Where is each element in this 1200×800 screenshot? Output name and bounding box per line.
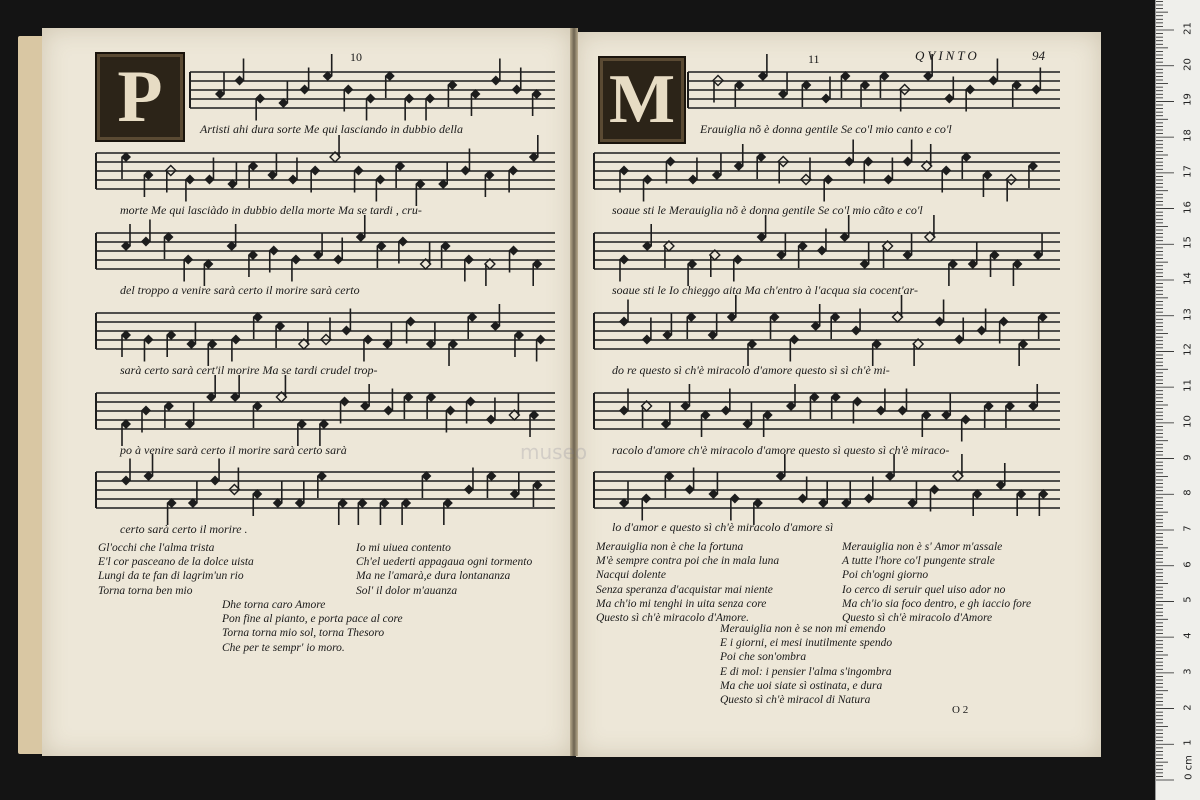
- music-staff: [594, 454, 1060, 525]
- ruler-number: 5: [1182, 596, 1194, 604]
- ruler-number: 2: [1182, 703, 1194, 711]
- ruler-number: 18: [1182, 129, 1194, 143]
- verse-line: Questo sì ch'è miracol di Natura: [720, 694, 871, 707]
- right-lyric-line: Erauiglia nõ è donna gentile Se co'l mio canto e co'l: [700, 122, 952, 136]
- left-lyric-line: morte Me qui lasciàdo in dubbio della morte Ma se tardi , cru-: [120, 203, 422, 217]
- right-verse-col1: [596, 540, 779, 625]
- verse-line: Questo sì ch'è miracolo d'Amore.: [596, 612, 750, 625]
- left-lyric-line: Artisti ahi dura sorte Me qui lasciando in dubbio della: [200, 122, 463, 136]
- verse-line: M'è sempre contra poi che in mala luna: [596, 555, 780, 568]
- ruler-number: 16: [1182, 200, 1194, 214]
- verse-line: Pon fine al pianto, e porta pace al core: [222, 613, 403, 626]
- right-lyric-line: lo d'amor e questo sì ch'è miracolo d'amore sì: [612, 520, 834, 534]
- ruler-number: 7: [1182, 525, 1194, 532]
- left-lyric-line: po à venire sarà certo il morire sarà certo sarà: [120, 443, 347, 457]
- verse-line: Questo sì ch'è miracolo d'Amore: [842, 612, 993, 625]
- verse-line: E di mol: i pensier l'alma s'ingombra: [720, 665, 892, 678]
- verse-line: E'l cor pasceano de la dolce uista: [98, 556, 254, 569]
- left-lyric-line: certo sarà certo il morire .: [120, 522, 248, 536]
- verse-line: Ma ch'io sia foco dentro, e gh iaccio fore: [842, 597, 1032, 610]
- verse-line: Torna torna mio sol, torna Thesoro: [222, 627, 385, 640]
- verse-line: Merauiglia non è se non mi emendo: [720, 623, 886, 635]
- verse-line: E i giorni, ei mesi inutilmente spendo: [720, 637, 893, 650]
- ruler-number: 3: [1182, 668, 1194, 675]
- ruler-number: 1: [1182, 739, 1194, 746]
- decorated-initial-p: P: [95, 52, 185, 142]
- verse-line: Merauiglia non è che la fortuna: [596, 541, 744, 553]
- verse-line: A tutte l'hore co'l pungente strale: [842, 555, 995, 568]
- ruler-number: 14: [1182, 272, 1194, 285]
- verse-line: Poi ch'ogni giorno: [842, 569, 929, 582]
- verse-line: Poi che son'ombra: [720, 651, 807, 664]
- verse-line: Ma che uoi siate sì ostinata, e dura: [720, 679, 883, 692]
- right-lyric-line: racolo d'amore ch'è miracolo d'amore questo sì questo sì ch'è miraco-: [612, 443, 950, 457]
- watermark: museo: [520, 440, 588, 464]
- verse-line: Che per te sempr' io moro.: [222, 641, 345, 654]
- ruler-number: 10: [1182, 414, 1194, 428]
- ruler-number: 6: [1182, 561, 1194, 568]
- music-staff: [594, 384, 1060, 442]
- ruler-number: 20: [1182, 57, 1194, 71]
- running-head: QVINTO: [915, 48, 980, 63]
- measurement-ruler: [1155, 0, 1200, 800]
- verse-line: Dhe torna caro Amore: [222, 599, 326, 611]
- verse-line: Merauiglia non è s' Amor m'assale: [842, 541, 1003, 553]
- ruler-number: 9: [1182, 453, 1194, 461]
- verse-line: Torna torna ben mio: [98, 584, 193, 597]
- verse-line: Nacqui dolente: [596, 569, 666, 582]
- right-verse-col3: [720, 622, 892, 707]
- decorated-initial-m: M: [598, 56, 686, 144]
- ruler-number: 8: [1182, 489, 1194, 496]
- verse-line: Ma ch'io mi tenghi in uita senza core: [596, 597, 767, 610]
- ruler-number: 11: [1182, 379, 1194, 393]
- right-verse-col2: [842, 540, 1031, 625]
- ruler-number: 15: [1182, 236, 1194, 250]
- right-lyric-line: soaue sti le Io chieggo aita Ma ch'entro à l'acqua sia cocent'ar-: [612, 283, 918, 297]
- verse-line: Ch'el uederti appagaua ogni tormento: [356, 556, 533, 569]
- ruler-number: 13: [1182, 307, 1194, 321]
- music-staff: [594, 140, 1060, 202]
- music-staff: [594, 215, 1060, 286]
- signature-mark: O 2: [952, 704, 969, 716]
- verse-line: Ma ne l'amarà,e dura lontananza: [356, 570, 511, 583]
- verse-line: Sol' il dolor m'auanza: [356, 584, 458, 597]
- ruler-number: 12: [1182, 343, 1194, 357]
- verse-line: Lungi da te fan di lagrim'un rio: [98, 570, 244, 583]
- folio-number: 94: [1032, 48, 1045, 63]
- verse-line: Io mi uiuea contento: [356, 542, 451, 554]
- verse-line: Senza speranza d'acquistar mai niente: [596, 583, 773, 596]
- music-staff: [688, 54, 1060, 112]
- right-lyric-line: do re questo sì ch'è miracolo d'amore questo sì sì ch'è mi-: [612, 363, 890, 377]
- right-page-number: 11: [808, 52, 820, 66]
- left-page-number: 10: [350, 50, 362, 64]
- ruler-unit-label: 0 cm: [1183, 755, 1195, 780]
- ruler-number: 21: [1182, 22, 1194, 35]
- verse-line: Io cerco di seruir quel uiso ador no: [842, 583, 1006, 596]
- verse-line: Gl'occhi che l'alma trista: [98, 542, 215, 554]
- left-lyric-line: del troppo a venire sarà certo il morire sarà certo: [120, 283, 360, 297]
- ruler-number: 4: [1182, 632, 1194, 639]
- music-staff: [594, 295, 1060, 366]
- ruler-number: 19: [1182, 93, 1194, 107]
- right-lyric-line: soaue sti le Merauiglia nõ è donna gentile Se co'l mio cãto e co'l: [612, 203, 923, 217]
- left-lyric-line: sarà certo sarà cert'il morire Ma se tardi crudel trop-: [120, 363, 378, 377]
- ruler-number: 17: [1182, 164, 1194, 178]
